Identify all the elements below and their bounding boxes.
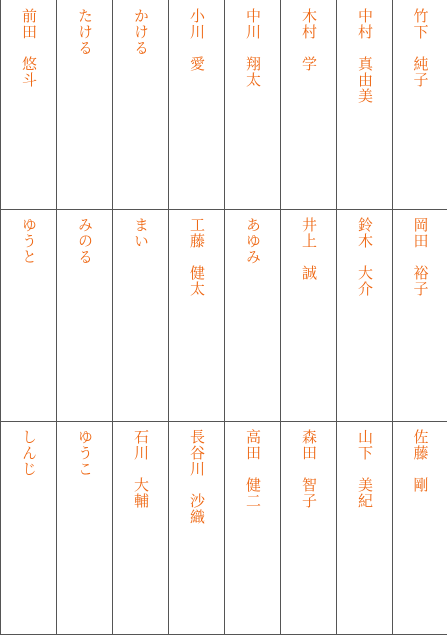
name-text: 鈴木 大介 [356,217,374,297]
name-column-4 [224,0,280,635]
name-cell [281,0,336,209]
name-text: 岡田 裕子 [411,217,430,297]
name-text: 竹下 純子 [411,8,430,88]
name-text: 中村 真由美 [356,8,374,104]
name-cell [1,421,56,635]
name-text: ゆうと [20,217,38,265]
name-cell [281,209,336,421]
name-cell [113,209,168,421]
name-cell [57,421,112,635]
name-cell [225,421,280,635]
name-text: 井上 誠 [300,217,318,281]
name-cell [1,209,56,421]
name-text: 高田 健二 [244,429,262,509]
name-cell [393,209,447,421]
name-text: かける [132,8,150,56]
name-cell [57,209,112,421]
name-text: 木村 学 [300,8,318,72]
name-column-6 [112,0,168,635]
name-cell [169,209,224,421]
name-cell [169,421,224,635]
name-text: しんじ [20,429,38,477]
name-text: ゆうこ [76,429,94,477]
name-column-1 [392,0,447,635]
name-text: 山下 美紀 [356,429,374,509]
name-cell [169,0,224,209]
name-text: 小川 愛 [188,8,206,72]
name-cell [113,421,168,635]
name-text: 佐藤 剛 [411,429,430,493]
name-text: みのる [76,217,94,265]
name-cell [225,0,280,209]
row-divider [0,421,447,422]
name-cell [337,421,392,635]
name-text: 中川 翔太 [244,8,262,88]
name-cell [281,421,336,635]
name-cell [113,0,168,209]
name-cell [337,209,392,421]
name-text: たける [76,8,94,56]
row-divider [0,209,447,210]
name-text: あゆみ [244,217,262,265]
name-column-8 [0,0,56,635]
name-text: まい [132,217,150,249]
name-cell [337,0,392,209]
name-column-7 [56,0,112,635]
name-text: 前田 悠斗 [20,8,38,88]
name-cell [57,0,112,209]
name-column-5 [168,0,224,635]
name-text: 工藤 健太 [188,217,206,297]
name-cell [393,0,447,209]
name-text: 長谷川 沙織 [188,429,206,525]
name-cell [393,421,447,635]
name-column-3 [280,0,336,635]
name-cell [1,0,56,209]
name-column-2 [336,0,392,635]
name-text: 森田 智子 [300,429,318,509]
name-text: 石川 大輔 [132,429,150,509]
name-cell [225,209,280,421]
